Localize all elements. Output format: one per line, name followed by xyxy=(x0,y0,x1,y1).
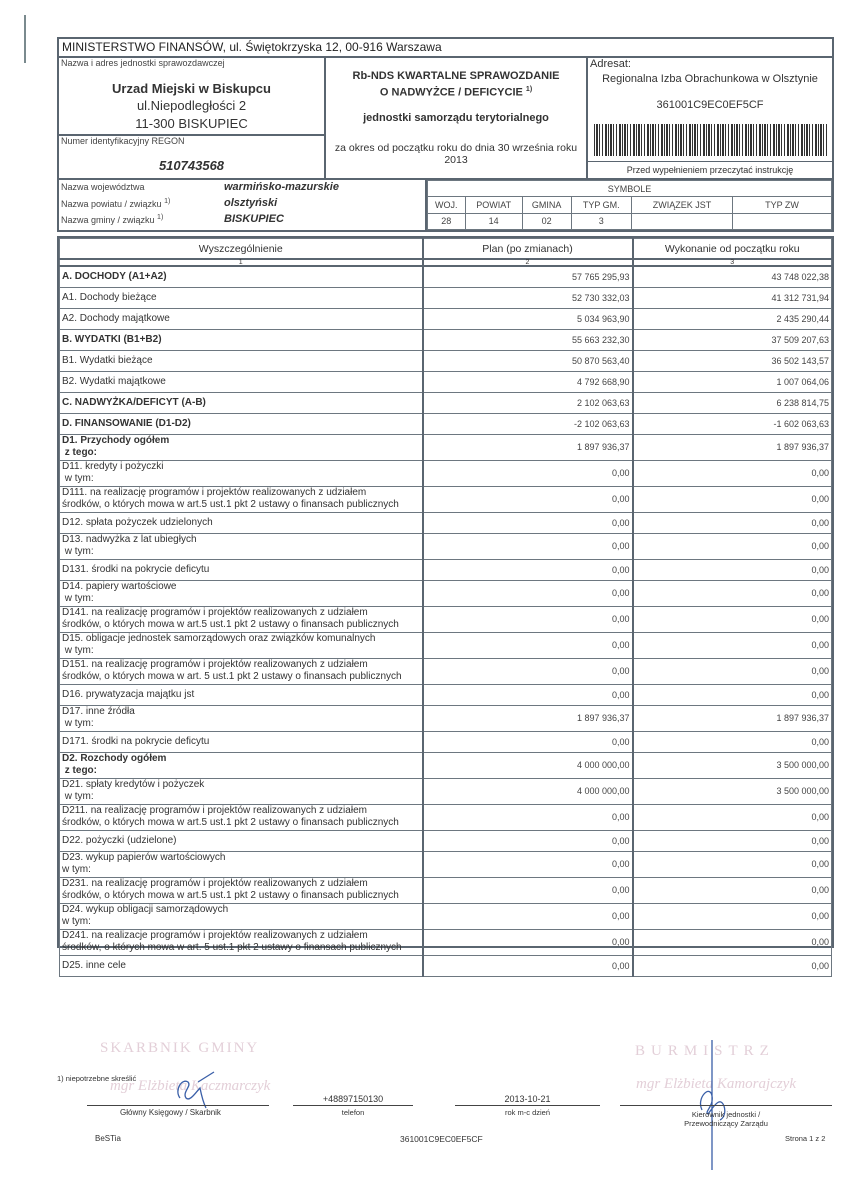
row-label-line-2: w tym: xyxy=(62,593,94,604)
row-label xyxy=(60,903,423,929)
table-row xyxy=(60,486,832,512)
row-label xyxy=(60,329,423,350)
plan-value: -2 102 063,63 xyxy=(423,413,633,434)
table-row xyxy=(60,413,832,434)
table-row xyxy=(60,658,832,684)
execution-value: 0,00 xyxy=(633,460,832,486)
execution-value: 3 500 000,00 xyxy=(633,752,832,778)
symbol-header: TYP GM. xyxy=(571,197,631,213)
row-label xyxy=(60,371,423,392)
row-label xyxy=(60,929,423,955)
row-label-line-2: w tym: xyxy=(62,645,94,656)
table-row xyxy=(60,684,832,705)
barcode-text: 361001C9EC0EF5CF xyxy=(656,99,764,111)
plan-value: 0,00 xyxy=(423,606,633,632)
software-name: BeSTia xyxy=(95,1134,121,1143)
voivodeship-value: warmińsko-mazurskie xyxy=(224,181,339,193)
plan-value: 0,00 xyxy=(423,460,633,486)
symbol-value: 3 xyxy=(571,213,631,229)
row-label-line-1: D1. Przychody ogółem xyxy=(62,435,170,446)
table-header-row xyxy=(60,239,832,260)
symbol-header: TYP ZW xyxy=(733,197,832,213)
row-label-line-1: D241. na realizacje programów i projektów realizowanych z udziałem xyxy=(62,930,368,941)
execution-value: 41 312 731,94 xyxy=(633,287,832,308)
row-label-line-1: D21. spłaty kredytów i pożyczek xyxy=(62,779,205,790)
table-row xyxy=(60,877,832,903)
plan-value: 5 034 963,90 xyxy=(423,308,633,329)
row-label-line-2: w tym: xyxy=(62,791,94,802)
row-label-line-2: środków, o których mowa w art.5 ust.1 pkt 2 ustawy o finansach publicznych xyxy=(62,619,399,630)
row-label-line-1: D2. Rozchody ogółem xyxy=(62,753,167,764)
row-label-line-2: środków, o których mowa w art.5 ust.1 pkt 2 ustawy o finansach publicznych xyxy=(62,890,399,901)
table-row xyxy=(60,329,832,350)
table-row xyxy=(60,705,832,731)
row-label-line-1: D24. wykup obligacji samorządowych xyxy=(62,904,229,915)
row-label-line-1: D11. kredyty i pożyczki xyxy=(62,461,164,472)
execution-value: 0,00 xyxy=(633,512,832,533)
row-label-line-1: D12. spłata pożyczek udzielonych xyxy=(62,516,213,528)
unit-label: Nazwa i adres jednostki sprawozdawczej xyxy=(61,58,225,68)
execution-value: 0,00 xyxy=(633,580,832,606)
row-label-line-1: C. NADWYŻKA/DEFICYT (A-B) xyxy=(62,396,206,408)
execution-value: 1 897 936,37 xyxy=(633,434,832,460)
row-label-line-1: B. WYDATKI (B1+B2) xyxy=(62,333,162,345)
ministry-address: MINISTERSTWO FINANSÓW, ul. Świętokrzyska 12, 00-916 Warszawa xyxy=(59,39,832,58)
execution-value: 3 500 000,00 xyxy=(633,778,832,804)
row-label xyxy=(60,266,423,287)
plan-value: 55 663 232,30 xyxy=(423,329,633,350)
table-row xyxy=(60,434,832,460)
row-label-line-2: w tym: xyxy=(62,864,91,875)
voivodeship-label: Nazwa województwa xyxy=(61,182,145,192)
column-header-plan: Plan (po zmianach) xyxy=(423,239,633,260)
head-label-line-2: Przewodniczący Zarządu xyxy=(684,1119,768,1128)
row-label xyxy=(60,778,423,804)
commune-label: Nazwa gminy / związku xyxy=(61,215,155,225)
symbols-table xyxy=(425,180,832,230)
row-label xyxy=(60,533,423,559)
column-index: 3 xyxy=(633,259,832,266)
row-label xyxy=(60,350,423,371)
scan-margin-mark xyxy=(24,15,26,63)
table-row xyxy=(60,830,832,851)
row-label xyxy=(60,705,423,731)
plan-value: 0,00 xyxy=(423,804,633,830)
plan-value: 0,00 xyxy=(423,486,633,512)
regon-section xyxy=(59,134,324,178)
row-label-line-1: D25. inne cele xyxy=(62,959,126,971)
row-label-line-1: D14. papiery wartościowe xyxy=(62,581,177,592)
plan-value: 0,00 xyxy=(423,955,633,976)
row-label xyxy=(60,512,423,533)
table-row xyxy=(60,929,832,955)
title-line-1: Rb-NDS KWARTALNE SPRAWOZDANIE xyxy=(352,70,560,82)
plan-value: 0,00 xyxy=(423,731,633,752)
row-label-line-2: z tego: xyxy=(62,447,97,458)
stamp-mayor-name: mgr Elżbieta Kamorajczyk xyxy=(636,1076,796,1092)
row-label-line-1: D17. inne źródła xyxy=(62,706,135,717)
county-value: olsztyński xyxy=(224,197,278,209)
column-header-execution: Wykonanie od początku roku xyxy=(633,239,832,260)
signature-line xyxy=(87,1105,269,1106)
row-label-line-1: D15. obligacje jednostek samorządowych oraz związków komunalnych xyxy=(62,633,376,644)
row-label-line-1: A. DOCHODY (A1+A2) xyxy=(62,270,167,282)
phone-line xyxy=(293,1105,413,1106)
table-row xyxy=(60,606,832,632)
row-label xyxy=(60,486,423,512)
row-label xyxy=(60,752,423,778)
page-number: Strona 1 z 2 xyxy=(785,1134,826,1143)
plan-value: 1 897 936,37 xyxy=(423,705,633,731)
plan-value: 0,00 xyxy=(423,903,633,929)
symbol-value xyxy=(733,213,832,229)
row-label-line-1: D231. na realizację programów i projektów realizowanych z udziałem xyxy=(62,878,368,889)
plan-value: 0,00 xyxy=(423,929,633,955)
document-code: 361001C9EC0EF5CF xyxy=(400,1134,483,1144)
row-label-line-1: D13. nadwyżka z lat ubiegłych xyxy=(62,534,197,545)
symbol-value xyxy=(632,213,733,229)
footnote-text: 1) niepotrzebne skreślić xyxy=(57,1074,137,1083)
stamp-treasurer-title: SKARBNIK GMINY xyxy=(100,1040,260,1056)
execution-value: 1 897 936,37 xyxy=(633,705,832,731)
execution-value: 2 435 290,44 xyxy=(633,308,832,329)
table-row xyxy=(60,752,832,778)
column-index: 1 xyxy=(60,259,423,266)
plan-value: 52 730 332,03 xyxy=(423,287,633,308)
title-line-2: O NADWYŻCE / DEFICYCIE xyxy=(379,86,523,99)
plan-value: 0,00 xyxy=(423,851,633,877)
table-row xyxy=(60,559,832,580)
symbol-header: POWIAT xyxy=(465,197,522,213)
execution-value: 0,00 xyxy=(633,559,832,580)
row-label xyxy=(60,559,423,580)
plan-value: 0,00 xyxy=(423,580,633,606)
table-row xyxy=(60,460,832,486)
row-label xyxy=(60,632,423,658)
report-year: 2013 xyxy=(444,153,468,166)
region-section xyxy=(57,178,834,232)
row-label-line-1: A1. Dochody bieżące xyxy=(62,291,157,303)
table-row xyxy=(60,512,832,533)
symbol-header: GMINA xyxy=(522,197,571,213)
signature-line xyxy=(620,1105,832,1106)
execution-value: -1 602 063,63 xyxy=(633,413,832,434)
row-label-line-2: w tym: xyxy=(62,546,94,557)
row-label-line-1: B2. Wydatki majątkowe xyxy=(62,375,166,387)
report-period: za okres od początku roku do dnia 30 września roku xyxy=(334,141,578,154)
symbol-header: ZWIĄZEK JST xyxy=(632,197,733,213)
row-label xyxy=(60,287,423,308)
plan-value: 4 792 668,90 xyxy=(423,371,633,392)
instruction-note: Przed wypełnieniem przeczytać instrukcję xyxy=(588,161,832,178)
row-label xyxy=(60,460,423,486)
plan-value: 50 870 563,40 xyxy=(423,350,633,371)
execution-value: 0,00 xyxy=(633,804,832,830)
row-label-line-1: B1. Wydatki bieżące xyxy=(62,354,153,366)
table-row xyxy=(60,533,832,559)
unit-name: Urzad Miejski w Biskupcu xyxy=(112,81,271,96)
addressee-section xyxy=(586,58,832,178)
table-row xyxy=(60,350,832,371)
addressee-label: Adresat: xyxy=(590,58,631,70)
execution-value: 1 007 064,06 xyxy=(633,371,832,392)
row-label-line-2: środków, o których mowa w art. 5 ust.1 pkt 2 ustawy o finansach publicznych xyxy=(62,942,402,953)
row-label-line-1: D151. na realizację programów i projektów realizowanych z udziałem xyxy=(62,659,368,670)
barcode-icon xyxy=(594,124,828,156)
form-header xyxy=(57,37,834,180)
row-label xyxy=(60,308,423,329)
row-label xyxy=(60,392,423,413)
row-label xyxy=(60,731,423,752)
regon-number: 510743568 xyxy=(158,158,225,173)
table-row xyxy=(60,955,832,976)
unit-street: ul.Niepodległości 2 xyxy=(136,98,247,113)
row-label xyxy=(60,580,423,606)
plan-value: 2 102 063,63 xyxy=(423,392,633,413)
execution-value: 0,00 xyxy=(633,658,832,684)
plan-value: 0,00 xyxy=(423,658,633,684)
row-label xyxy=(60,851,423,877)
county-label: Nazwa powiatu / związku xyxy=(61,199,162,209)
table-row xyxy=(60,903,832,929)
plan-value: 0,00 xyxy=(423,632,633,658)
phone-label: telefon xyxy=(341,1108,365,1117)
head-label-line-1: Kierownik jednostki / xyxy=(691,1110,761,1119)
symbol-value: 14 xyxy=(465,213,522,229)
stamp-mayor-title: BURMISTRZ xyxy=(635,1043,775,1059)
table-row xyxy=(60,287,832,308)
plan-value: 0,00 xyxy=(423,684,633,705)
plan-value: 0,00 xyxy=(423,559,633,580)
execution-value: 43 748 022,38 xyxy=(633,266,832,287)
symbol-value: 28 xyxy=(428,213,466,229)
table-row xyxy=(60,851,832,877)
report-date: 2013-10-21 xyxy=(504,1094,551,1104)
execution-value: 0,00 xyxy=(633,533,832,559)
row-label-line-1: D211. na realizację programów i projektów realizowanych z udziałem xyxy=(62,805,367,816)
row-label-line-2: z tego: xyxy=(62,765,97,776)
row-label-line-2: w tym: xyxy=(62,916,91,927)
row-label xyxy=(60,955,423,976)
table-row xyxy=(60,778,832,804)
execution-value: 0,00 xyxy=(633,606,832,632)
table-row xyxy=(60,371,832,392)
financial-table xyxy=(57,236,834,971)
symbols-title: SYMBOLE xyxy=(428,181,832,197)
execution-value: 36 502 143,57 xyxy=(633,350,832,371)
symbol-header: WOJ. xyxy=(428,197,466,213)
plan-value: 0,00 xyxy=(423,877,633,903)
unit-city: 11-300 BISKUPIEC xyxy=(135,116,248,131)
plan-value: 0,00 xyxy=(423,533,633,559)
row-label-line-1: D111. na realizację programów i projektów realizowanych z udziałem xyxy=(62,487,367,498)
table-row xyxy=(60,308,832,329)
table-index-row xyxy=(60,259,832,266)
execution-value: 6 238 814,75 xyxy=(633,392,832,413)
table-row xyxy=(60,266,832,287)
accountant-label: Główny Księgowy / Skarbnik xyxy=(120,1108,221,1117)
plan-value: 1 897 936,37 xyxy=(423,434,633,460)
execution-value: 0,00 xyxy=(633,632,832,658)
execution-value: 0,00 xyxy=(633,903,832,929)
row-label-line-2: w tym: xyxy=(62,718,94,729)
row-label xyxy=(60,877,423,903)
addressee-name: Regionalna Izba Obrachunkowa w Olsztynie xyxy=(602,73,818,85)
row-label xyxy=(60,606,423,632)
row-label-line-1: D22. pożyczki (udzielone) xyxy=(62,834,177,846)
signature-treasurer-icon xyxy=(170,1068,220,1110)
table-row xyxy=(60,580,832,606)
row-label-line-2: środków, o których mowa w art.5 ust.1 pkt 2 ustawy o finansach publicznych xyxy=(62,817,399,828)
commune-value: BISKUPIEC xyxy=(224,213,284,225)
row-label-line-2: środków, o których mowa w art. 5 ust.1 pkt 2 ustawy o finansach publicznych xyxy=(62,671,402,682)
title-line-3: jednostki samorządu terytorialnego xyxy=(363,111,549,124)
row-label-line-2: środków, o których mowa w art.5 ust.1 pkt 2 ustawy o finansach publicznych xyxy=(62,499,399,510)
row-label xyxy=(60,830,423,851)
execution-value: 0,00 xyxy=(633,929,832,955)
row-label xyxy=(60,434,423,460)
row-label xyxy=(60,804,423,830)
footnote-ref: 1) xyxy=(525,86,533,93)
plan-value: 4 000 000,00 xyxy=(423,752,633,778)
footnote-ref: 1) xyxy=(157,214,164,221)
execution-value: 0,00 xyxy=(633,486,832,512)
reporting-unit xyxy=(59,58,326,178)
phone-number: +48897150130 xyxy=(322,1094,384,1104)
execution-value: 0,00 xyxy=(633,877,832,903)
row-label-line-1: A2. Dochody majątkowe xyxy=(62,312,170,324)
table-row xyxy=(60,731,832,752)
row-label xyxy=(60,413,423,434)
row-label-line-1: D131. środki na pokrycie deficytu xyxy=(62,563,210,575)
table-row xyxy=(60,632,832,658)
date-label: rok m-c dzień xyxy=(504,1108,550,1117)
head-label xyxy=(620,1110,832,1128)
row-label-line-1: D23. wykup papierów wartościowych xyxy=(62,852,226,863)
column-header-description: Wyszczególnienie xyxy=(60,239,423,260)
execution-value: 37 509 207,63 xyxy=(633,329,832,350)
row-label xyxy=(60,684,423,705)
execution-value: 0,00 xyxy=(633,830,832,851)
footnote-ref: 1) xyxy=(164,198,171,205)
row-label-line-1: D141. na realizację programów i projektów realizowanych z udziałem xyxy=(62,607,368,618)
plan-value: 4 000 000,00 xyxy=(423,778,633,804)
row-label-line-1: D16. prywatyzacja majątku jst xyxy=(62,688,195,700)
plan-value: 0,00 xyxy=(423,512,633,533)
table-row xyxy=(60,804,832,830)
stamp-treasurer-name: mgr Elżbieta Kaczmarczyk xyxy=(110,1078,271,1094)
symbol-value: 02 xyxy=(522,213,571,229)
row-label-line-2: w tym: xyxy=(62,473,94,484)
plan-value: 0,00 xyxy=(423,830,633,851)
execution-value: 0,00 xyxy=(633,955,832,976)
report-title xyxy=(326,58,586,178)
execution-value: 0,00 xyxy=(633,684,832,705)
column-index: 2 xyxy=(423,259,633,266)
execution-value: 0,00 xyxy=(633,851,832,877)
row-label xyxy=(60,658,423,684)
row-label-line-1: D. FINANSOWANIE (D1-D2) xyxy=(62,417,191,429)
plan-value: 57 765 295,93 xyxy=(423,266,633,287)
date-line xyxy=(455,1105,600,1106)
row-label-line-1: D171. środki na pokrycie deficytu xyxy=(62,735,210,747)
regon-label: Numer identyfikacyjny REGON xyxy=(61,136,185,146)
execution-value: 0,00 xyxy=(633,731,832,752)
table-row xyxy=(60,392,832,413)
